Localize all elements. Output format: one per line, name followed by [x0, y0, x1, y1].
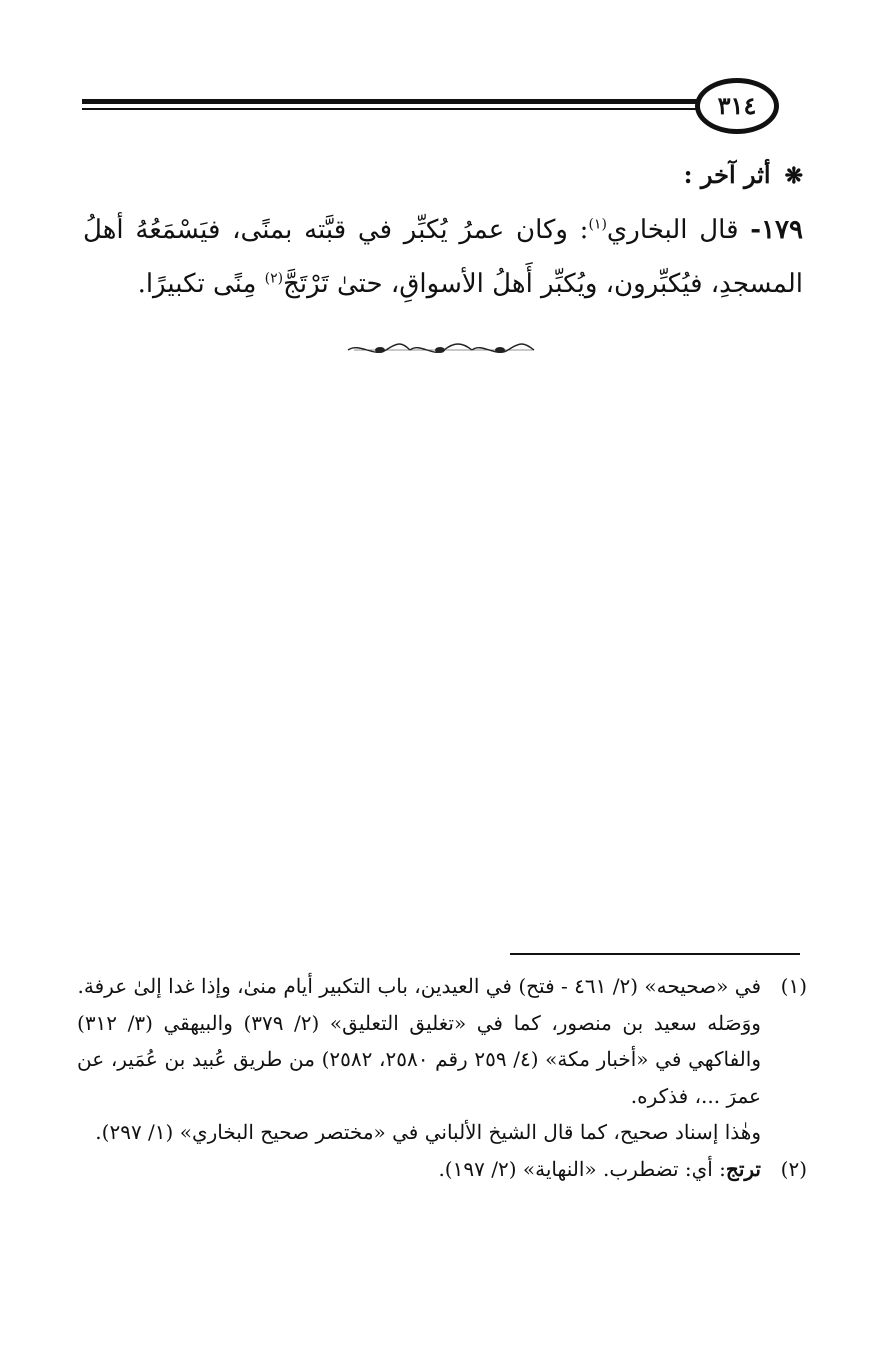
footnote-ref-1[interactable]: (١): [588, 216, 607, 233]
footnote-1: [77, 968, 807, 1005]
section-heading-text: أثر آخر :: [683, 160, 771, 189]
footnote-2: [77, 1151, 807, 1188]
section-heading: [83, 160, 803, 189]
footnotes: [77, 968, 807, 1187]
footnote-1-continuation: [77, 1005, 807, 1151]
paragraph-179: [83, 203, 803, 311]
footnote-1-line: ووَصَله سعيد بن منصور، كما في «تغليق التعليق» (٢/ ٣٧٩) والبيهقي (٣/ ٣١٢) والفاكهي في «أخبار مكة» (٤/ ٢٥٩ رقم ٢٥٨٠، ٢٥٨٢) من طريق عُبيد بن عُمَير، عن عمرَ ...، فذكره.: [77, 1010, 761, 1108]
footnote-term: ترتج: [725, 1156, 761, 1181]
main-section: [83, 160, 803, 311]
footnote-ref-2[interactable]: (٢): [264, 270, 284, 287]
footnote-1-line: وهٰذا إسناد صحيح، كما قال الشيخ الألباني في «مختصر صحيح البخاري» (١/ ٢٩٧).: [95, 1120, 761, 1144]
footnote-2-text: [77, 1151, 761, 1188]
footnote-1-text: في «صحيحه» (٢/ ٤٦١ - فتح) في العيدين، باب التكبير أيام منىٰ، وإذا غدا إلىٰ عرفة.: [77, 974, 761, 998]
header-rule-thick: [82, 99, 742, 104]
footnote-number: (١): [780, 974, 807, 998]
ornament-divider-icon: [340, 340, 540, 360]
paragraph-text-1: قال البخاري: [606, 215, 739, 245]
star-icon: ❋: [784, 163, 803, 189]
paragraph-text-2: : وكان عمرُ يُكبِّر في قبَّته بمنًى، فيَسْمَعُهُ أهلُ المسجدِ، فيُكبِّرون، ويُكبِّر أَهلُ الأسواقِ، حتىٰ تَرْتَجَّ: [83, 215, 803, 299]
page-number-oval: [695, 78, 779, 134]
footnote-number: (٢): [780, 1156, 807, 1181]
paragraph-text-3: مِنًى تكبيرًا.: [137, 269, 257, 299]
page-number: ٣١٤: [717, 91, 757, 120]
footnote-2-definition: : أي: تضطرب. «النهاية» (٢/ ١٩٧).: [438, 1156, 726, 1181]
footnote-separator: [510, 953, 800, 955]
header-rule-thin: [82, 108, 742, 110]
paragraph-number: ١٧٩-: [750, 215, 803, 245]
